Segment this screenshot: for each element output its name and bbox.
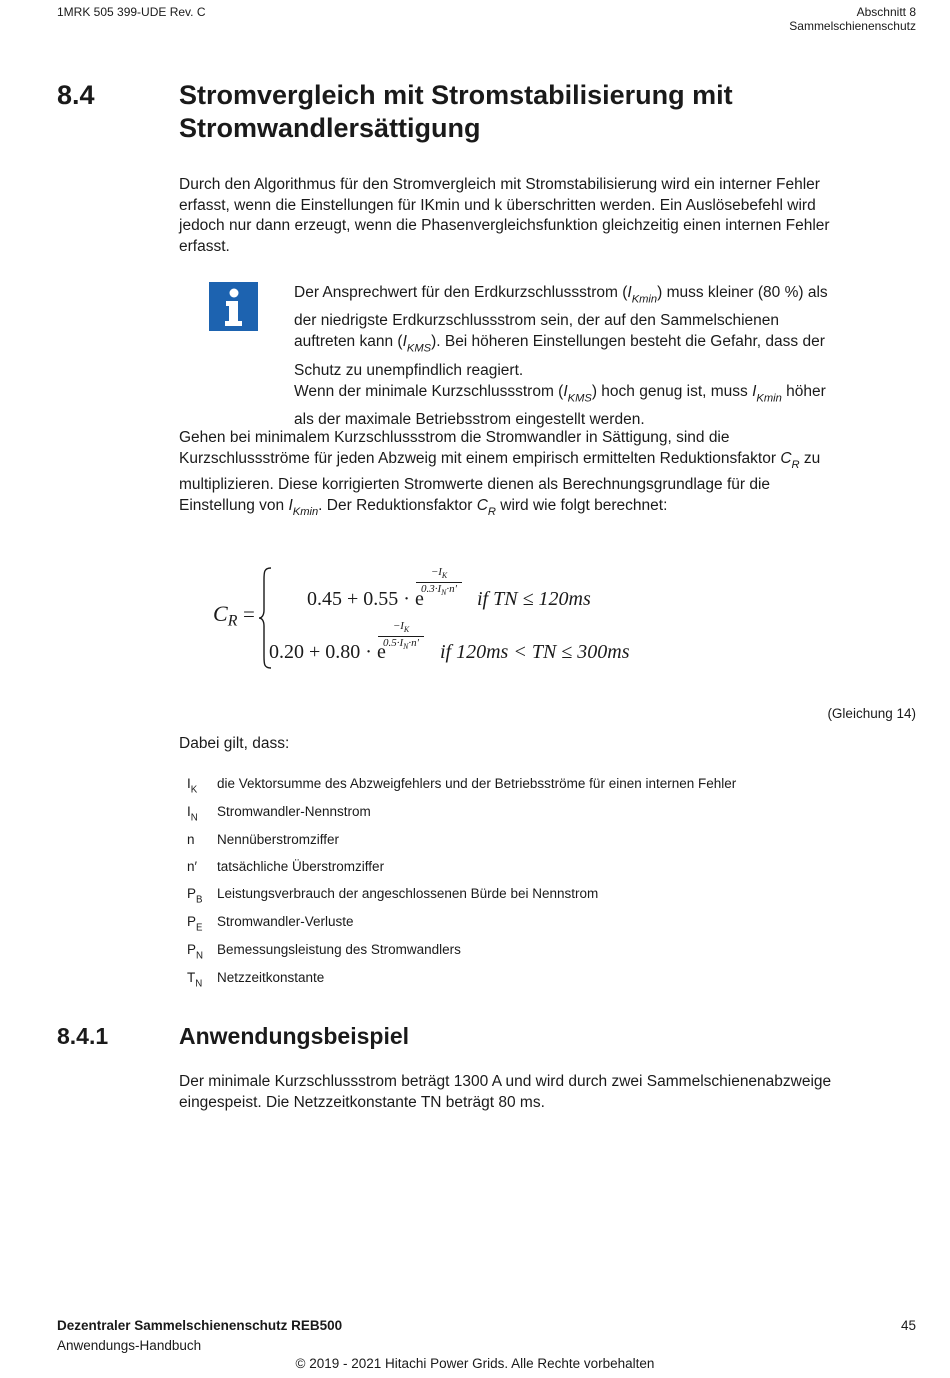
intro-line-3: jedoch nur dann erzeugt, wenn die Phasenvergleichsfunktion gleichzeitig einen internen Fehler bbox=[179, 217, 830, 234]
para2-line-3: multiplizieren. Diese korrigierten Stromwerte dienen als Berechnungsgrundlage für die bbox=[179, 476, 771, 494]
document-id: 1MRK 505 399-UDE Rev. C bbox=[57, 5, 206, 19]
case1-condition: if TN ≤ 120ms bbox=[477, 588, 591, 610]
para2-line-1: Gehen bei minimalem Kurzschlussstrom die Stromwandler in Sättigung, sind die bbox=[179, 429, 730, 446]
note-line-3: auftreten kann $(I_{KMS})$. Bei höheren Einstellungen besteht die Gefahr, dass der bbox=[294, 333, 825, 355]
para2-line-4: Einstellung von $I_{Kmin}$. Der Reduktionsfaktor $C_R$ wird wie folgt berechnet: bbox=[179, 496, 668, 518]
case2-exponent: $-I_K$ $0.5\cdot I_N\cdot n'$ bbox=[378, 620, 424, 653]
note-line-6: als der maximale Betriebsstrom eingestellt werden. bbox=[294, 410, 645, 428]
case1-exponent: $-I_K$ $0.3\cdot I_N\cdot n'$ bbox=[416, 566, 462, 599]
note-line-2: der niedrigste Erdkurzschlussstrom sein, der auf den Sammelschienen bbox=[294, 312, 780, 330]
equation-label: (Gleichung 14) bbox=[827, 706, 916, 721]
case2-condition: if 120ms < TN ≤ 300ms bbox=[440, 641, 630, 663]
para2-line-2: Kurzschlussströme für jeden Abzweig mit einem empirisch ermittelten Reduktionsfaktor $C_R$ zu bbox=[179, 449, 821, 471]
intro-line-2: erfasst, wenn die Einstellungen für IKmin und k überschritten werden. Ein Auslösebefehl wird bbox=[179, 196, 816, 214]
header-section-title: Sammelschienenschutz bbox=[789, 19, 916, 33]
copyright: © 2019 - 2021 Hitachi Power Grids. Alle Rechte vorbehalten bbox=[295, 1356, 655, 1371]
page-number: 45 bbox=[900, 1318, 916, 1333]
section-title bbox=[179, 79, 733, 145]
info-note bbox=[294, 282, 924, 430]
equation-lhs: $C_R$ bbox=[213, 601, 238, 630]
example-line-2: eingespeist. Die Netzzeitkonstante TN beträgt 80 ms. bbox=[179, 1093, 545, 1111]
definition-list: $I_K$ die Vektorsumme des Abzweigfehlers und der Betriebsströme für einen internen Fehler $I_N$ Stromwandler-Nennstrom n Nennüberstromziffer n′ tatsächliche Überstromziffer $P_B$ Leistungsverbrauch der angeschlossenen Bürde bei Nennstrom $P_E$ Stromwandler-Verluste $P_N$ Bemessungsleistung des Stromwandlers $T_N$ Netzzeitkonstante bbox=[187, 776, 737, 990]
intro-paragraph bbox=[179, 175, 929, 257]
equation-equals: = bbox=[243, 602, 255, 626]
case2-base: 0.20 + 0.80 · e bbox=[269, 641, 386, 663]
footer-doc-type: Anwendungs-Handbuch bbox=[57, 1338, 202, 1353]
note-line-4: Schutz zu unempfindlich reagiert. bbox=[294, 361, 524, 379]
subsection-number: 8.4.1 bbox=[57, 1023, 109, 1049]
intro-line-1: Durch den Algorithmus für den Stromvergleich mit Stromstabilisierung wird ein interner Fehler bbox=[179, 176, 820, 193]
where-label: Dabei gilt, dass: bbox=[179, 735, 290, 752]
footer-product: Dezentraler Sammelschienenschutz REB500 bbox=[57, 1318, 343, 1333]
case1-base: 0.45 + 0.55 · e bbox=[307, 588, 424, 610]
section-number: 8.4 bbox=[57, 80, 95, 110]
header-section-number: Abschnitt 8 bbox=[856, 5, 916, 19]
section-title-line-2: Stromwandlersättigung bbox=[179, 113, 481, 143]
example-paragraph bbox=[179, 1072, 929, 1113]
example-line-1: Der minimale Kurzschlussstrom beträgt 1300 A und wird durch zwei Sammelschienenabzweige bbox=[179, 1073, 832, 1090]
equation bbox=[200, 560, 680, 675]
intro-line-4: erfasst. bbox=[179, 237, 230, 255]
header-section bbox=[789, 5, 916, 33]
saturation-paragraph bbox=[179, 428, 929, 522]
info-icon bbox=[209, 282, 258, 331]
subsection-title: Anwendungsbeispiel bbox=[179, 1023, 410, 1049]
note-line-1: Der Ansprechwert für den Erdkurzschlussstrom $(I_{Kmin})$ muss kleiner (80 %) als bbox=[294, 284, 828, 306]
note-line-5: Wenn der minimale Kurzschlussstrom $(I_{KMS})$ hoch genug ist, muss $I_{Kmin}$ höher bbox=[294, 382, 826, 404]
section-title-line-1: Stromvergleich mit Stromstabilisierung mit bbox=[179, 80, 733, 110]
